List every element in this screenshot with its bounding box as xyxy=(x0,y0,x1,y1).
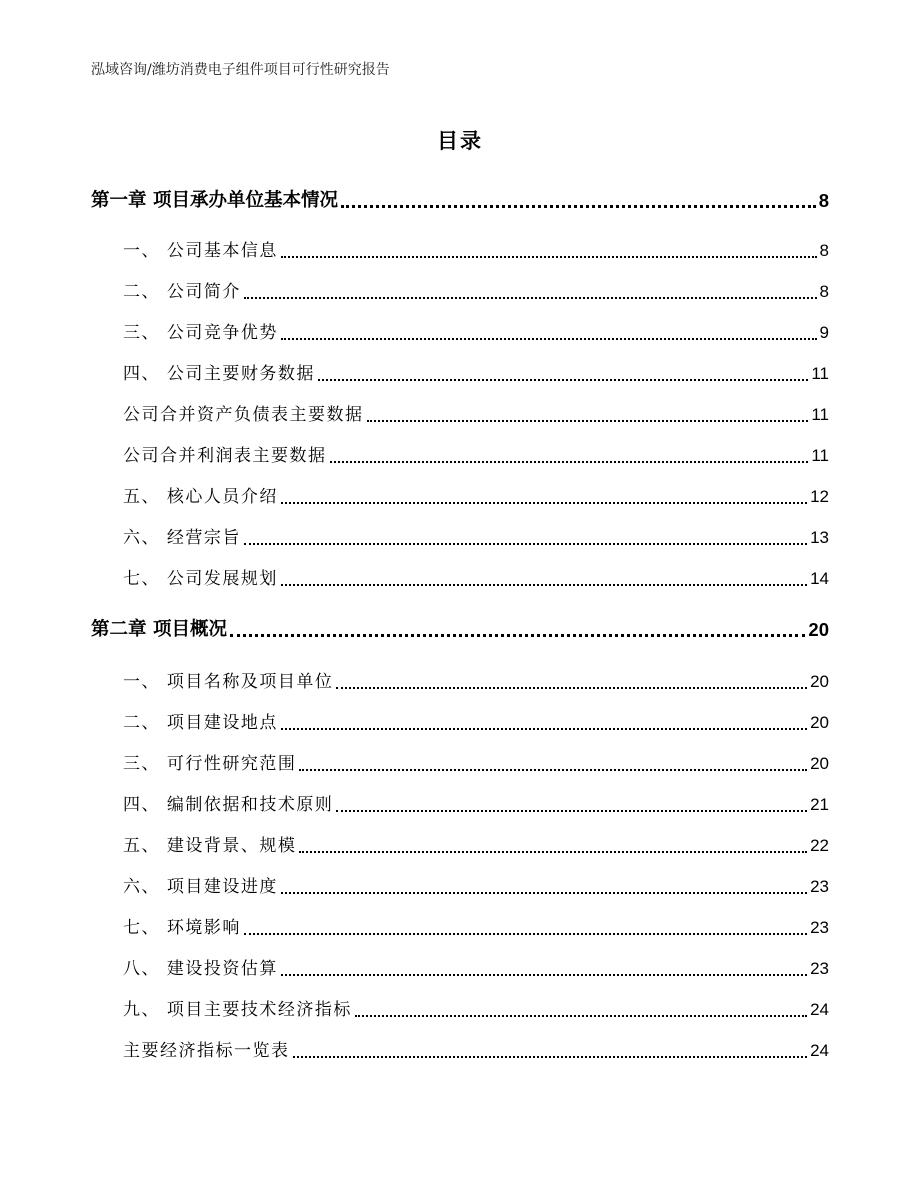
toc-entry-label: 六、 经营宗旨 xyxy=(123,528,241,548)
dot-leader xyxy=(318,379,808,381)
toc-entry-label: 五、 核心人员介绍 xyxy=(123,487,278,507)
toc-entry-label: 九、 项目主要技术经济指标 xyxy=(123,1000,352,1020)
toc-entry-label: 四、 编制依据和技术原则 xyxy=(123,795,334,815)
toc-page-number: 21 xyxy=(810,795,829,814)
dot-leader xyxy=(336,810,807,812)
toc-entry[interactable] xyxy=(91,997,829,1023)
running-header: 泓域咨询/潍坊消费电子组件项目可行性研究报告 xyxy=(91,62,390,78)
toc-page-number: 24 xyxy=(810,1000,829,1019)
toc-entry[interactable] xyxy=(91,443,829,469)
toc-chapter-2[interactable] xyxy=(91,616,829,644)
toc-entry[interactable] xyxy=(91,238,829,264)
toc-page-number: 11 xyxy=(811,446,829,465)
dot-leader xyxy=(281,974,807,976)
toc-page-number: 8 xyxy=(819,241,829,260)
toc-entry[interactable] xyxy=(91,361,829,387)
toc-entry-label: 二、 公司简介 xyxy=(123,282,241,302)
toc-entry[interactable] xyxy=(91,1038,829,1064)
dot-leader xyxy=(281,892,807,894)
toc-entry-label: 第一章 项目承办单位基本情况 xyxy=(91,190,338,211)
dot-leader xyxy=(244,543,807,545)
dot-leader xyxy=(230,634,805,637)
toc-entry[interactable] xyxy=(91,833,829,859)
toc-page-number: 20 xyxy=(810,754,829,773)
toc-page-number: 8 xyxy=(819,282,829,301)
toc-page-number: 23 xyxy=(810,877,829,896)
toc-entry-label: 第二章 项目概况 xyxy=(91,619,227,640)
toc-entry[interactable] xyxy=(91,710,829,736)
toc-entry-label: 三、 公司竞争优势 xyxy=(123,323,278,343)
toc-entry-label: 七、 环境影响 xyxy=(123,918,241,938)
toc-chapter-1[interactable] xyxy=(91,187,829,215)
dot-leader xyxy=(355,1015,807,1017)
toc-entry[interactable] xyxy=(91,956,829,982)
dot-leader xyxy=(336,687,807,689)
toc-page-number: 22 xyxy=(810,836,829,855)
toc-page-number: 23 xyxy=(810,918,829,937)
toc-page-number: 9 xyxy=(819,323,829,342)
dot-leader xyxy=(244,933,807,935)
toc-page-number: 12 xyxy=(810,487,829,506)
toc-entry[interactable] xyxy=(91,566,829,592)
toc-page-number: 13 xyxy=(810,528,829,547)
toc-entry[interactable] xyxy=(91,484,829,510)
dot-leader xyxy=(293,1056,808,1058)
toc-entry[interactable] xyxy=(91,915,829,941)
dot-leader xyxy=(281,728,807,730)
dot-leader xyxy=(367,420,809,422)
toc-page-number: 11 xyxy=(811,364,829,383)
toc-entry-label: 公司合并资产负债表主要数据 xyxy=(123,405,364,425)
toc-title: 目录 xyxy=(437,129,483,153)
toc-entry-label: 六、 项目建设进度 xyxy=(123,877,278,897)
toc-page-number: 20 xyxy=(810,713,829,732)
toc-entry-label: 八、 建设投资估算 xyxy=(123,959,278,979)
toc-entry-label: 二、 项目建设地点 xyxy=(123,713,278,733)
dot-leader xyxy=(281,502,807,504)
toc-entry-label: 七、 公司发展规划 xyxy=(123,569,278,589)
toc-entry[interactable] xyxy=(91,320,829,346)
toc-entry[interactable] xyxy=(91,669,829,695)
toc-page-number: 20 xyxy=(810,672,829,691)
dot-leader xyxy=(281,338,817,340)
toc-entry[interactable] xyxy=(91,402,829,428)
toc-entry-label: 五、 建设背景、规模 xyxy=(123,836,297,856)
toc-entry-label: 主要经济指标一览表 xyxy=(123,1041,290,1061)
toc-page-number: 23 xyxy=(810,959,829,978)
toc-entry[interactable] xyxy=(91,279,829,305)
toc-entry[interactable] xyxy=(91,525,829,551)
toc-entry-label: 公司合并利润表主要数据 xyxy=(123,446,327,466)
toc-entry[interactable] xyxy=(91,751,829,777)
toc-entry-label: 三、 可行性研究范围 xyxy=(123,754,297,774)
toc-entry-label: 四、 公司主要财务数据 xyxy=(123,364,315,384)
toc-page-number: 14 xyxy=(810,569,829,588)
toc-entry[interactable] xyxy=(91,792,829,818)
toc-page-number: 8 xyxy=(818,190,829,211)
dot-leader xyxy=(330,461,809,463)
dot-leader xyxy=(341,205,816,208)
toc-page-number: 24 xyxy=(810,1041,829,1060)
dot-leader xyxy=(299,851,807,853)
dot-leader xyxy=(281,584,807,586)
dot-leader xyxy=(244,297,817,299)
toc-entry-label: 一、 项目名称及项目单位 xyxy=(123,672,334,692)
dot-leader xyxy=(299,769,807,771)
dot-leader xyxy=(281,256,817,258)
toc-page-number: 20 xyxy=(808,619,829,640)
toc-entry[interactable] xyxy=(91,874,829,900)
toc-page-number: 11 xyxy=(811,405,829,424)
toc-entry-label: 一、 公司基本信息 xyxy=(123,241,278,261)
header-rule xyxy=(91,88,829,89)
